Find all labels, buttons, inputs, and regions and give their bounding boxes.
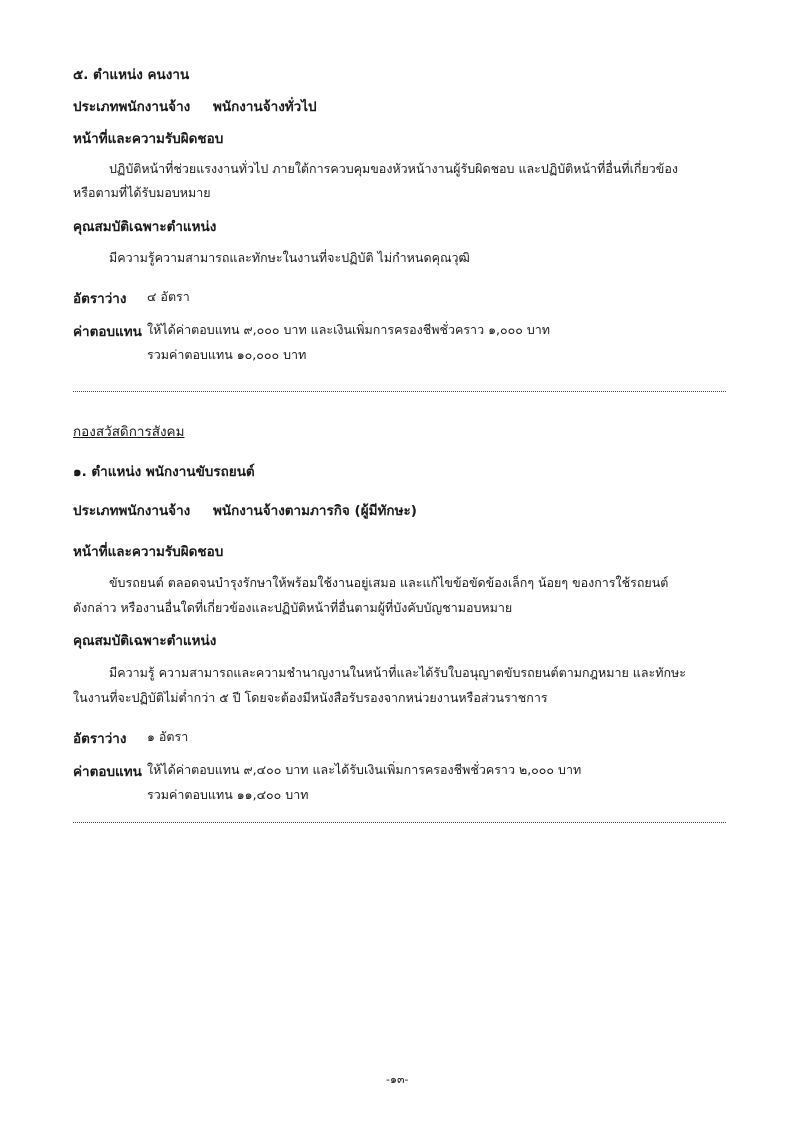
vacancy-value: ๔ อัตรา	[147, 289, 190, 304]
compensation-text-line: ให้ได้ค่าตอบแทน ๙,๐๐๐ บาท และเงินเพิ่มการครองชีพชั่วคราว ๑,๐๐๐ บาท	[147, 322, 551, 337]
qualifications-heading: คุณสมบัติเฉพาะตำแหน่ง	[73, 633, 217, 649]
duties-heading: หน้าที่และความรับผิดชอบ	[73, 131, 224, 147]
qualifications-heading: คุณสมบัติเฉพาะตำแหน่ง	[73, 219, 217, 235]
duties-heading: หน้าที่และความรับผิดชอบ	[73, 544, 224, 560]
position-title: ๑. ตำแหน่ง พนักงานขับรถยนต์	[73, 464, 255, 480]
duties-text-line: ปฏิบัติหน้าที่ช่วยแรงงานทั่วไป ภายใต้การควบคุมของหัวหน้างานผู้รับผิดชอบ และปฏิบัติหน้าที่อื่นที่เกี่ยวข้อง	[109, 161, 678, 176]
compensation-text-line: รวมค่าตอบแทน ๑๐,๐๐๐ บาท	[147, 347, 307, 362]
compensation-text-line: รวมค่าตอบแทน ๑๑,๔๐๐ บาท	[147, 787, 309, 802]
compensation-text-line: ให้ได้ค่าตอบแทน ๙,๔๐๐ บาท และได้รับเงินเพิ่มการครองชีพชั่วคราว ๒,๐๐๐ บาท	[147, 762, 582, 777]
employee-type-label: ประเภทพนักงานจ้าง	[73, 99, 191, 115]
employee-type-value: พนักงานจ้างทั่วไป	[213, 99, 317, 115]
qualifications-text-line: มีความรู้ ความสามารถและความชำนาญงานในหน้าที่และได้รับใบอนุญาตขับรถยนต์ตามกฎหมาย และทักษะ	[109, 665, 686, 680]
vacancy-label: อัตราว่าง	[73, 291, 127, 307]
position-title: ๕. ตำแหน่ง คนงาน	[73, 67, 190, 83]
duties-text-line: ขับรถยนต์ ตลอดจนบำรุงรักษาให้พร้อมใช้งานอยู่เสมอ และแก้ไขข้อขัดข้องเล็กๆ น้อยๆ ของการใช้รถยนต์	[109, 575, 669, 590]
vacancy-value: ๑ อัตรา	[147, 729, 189, 744]
qualifications-text-line: มีความรู้ความสามารถและทักษะในงานที่จะปฏิบัติ ไม่กำหนดคุณวุฒิ	[109, 250, 470, 265]
duties-text-line: หรือตามที่ได้รับมอบหมาย	[73, 185, 211, 200]
employee-type-label: ประเภทพนักงานจ้าง	[73, 503, 191, 519]
qualifications-text-line: ในงานที่จะปฏิบัติไม่ต่ำกว่า ๕ ปี โดยจะต้องมีหนังสือรับรองจากหน่วยงานหรือส่วนราชการ	[73, 690, 548, 705]
employee-type-value: พนักงานจ้างตามภารกิจ (ผู้มีทักษะ)	[213, 503, 417, 519]
compensation-label: ค่าตอบแทน	[73, 324, 142, 340]
dotted-divider	[73, 391, 726, 392]
dotted-divider	[73, 822, 726, 823]
compensation-label: ค่าตอบแทน	[73, 764, 142, 780]
vacancy-label: อัตราว่าง	[73, 731, 127, 747]
page-number: -๑๓-	[386, 1073, 409, 1086]
duties-text-line: ดังกล่าว หรืองานอื่นใดที่เกี่ยวข้องและปฏิบัติหน้าที่อื่นตามผู้ที่บังคับบัญชามอบหมาย	[73, 600, 513, 615]
division-heading: กองสวัสดิการสังคม	[73, 424, 185, 440]
